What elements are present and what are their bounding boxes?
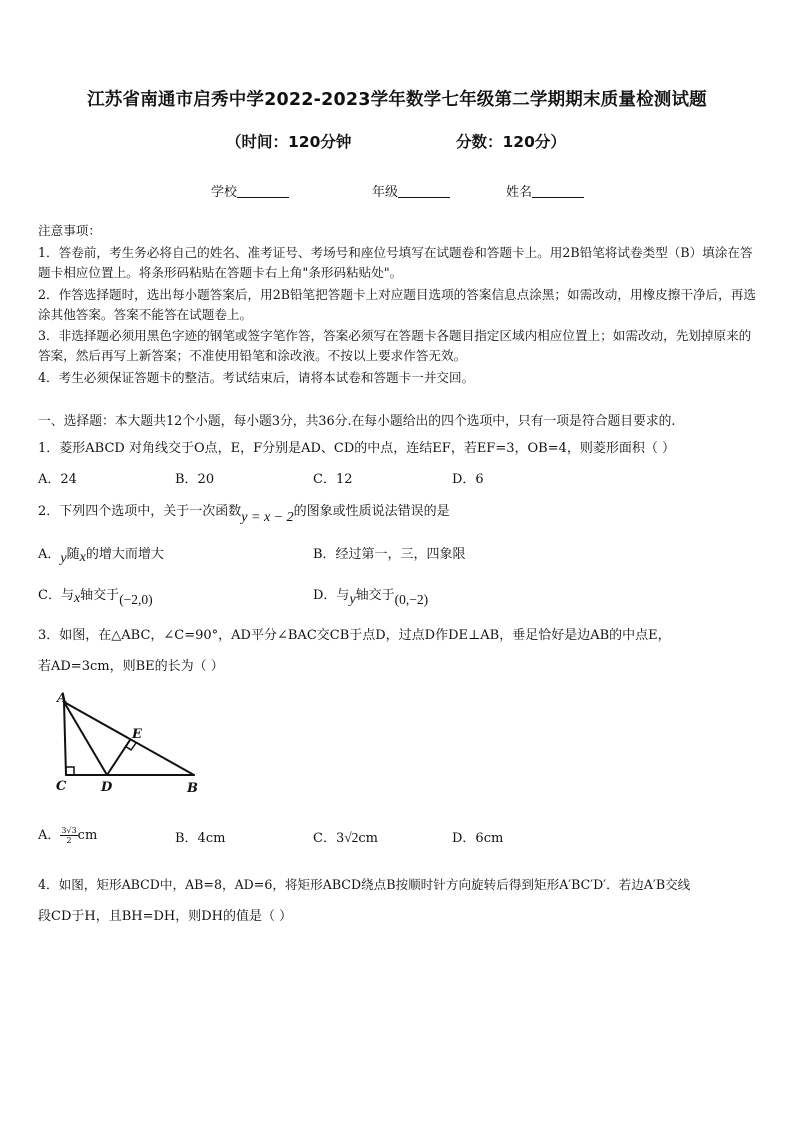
q3-stem-line2: 若AD=3cm，则BE的长为（ ） xyxy=(38,659,224,674)
q1-option-a: A．24 xyxy=(38,472,77,487)
q2-stem-post: 的图象或性质说法错误的是 xyxy=(293,504,450,519)
section-heading: 一、选择题：本大题共12个小题，每小题3分，共36分.在每小题给出的四个选项中，只有一项是符合题目要求的. xyxy=(38,414,676,429)
q2-stem xyxy=(38,500,450,525)
q2-option-d xyxy=(313,584,429,607)
school-label: 学校 xyxy=(211,185,238,200)
q3-a-fraction xyxy=(60,826,77,845)
q1-stem: 1．菱形ABCD 对角线交于O点，E，F分别是AD、CD的中点，连结EF，若EF=3，OB=4，则菱形面积（ ） xyxy=(38,441,675,456)
q3-a-denominator: 2 xyxy=(66,836,72,845)
grade-field xyxy=(372,181,450,200)
name-label: 姓名 xyxy=(506,185,533,200)
q2-a-var-x: x xyxy=(79,550,86,565)
q2-c-mid: 轴交于 xyxy=(80,588,120,603)
exam-time: （时间：120分钟 xyxy=(226,133,352,151)
q3-a-unit: cm xyxy=(77,828,98,843)
q2-option-b: B．经过第一，三，四象限 xyxy=(313,547,466,562)
q2-c-var-x: x xyxy=(73,591,81,606)
q4-stem-line2: 段CD于H，且BH=DH，则DH的值是（ ） xyxy=(38,909,293,924)
notice-item-2: 2．作答选择题时，选出每小题答案后，用2B铅笔把答题卡上对应题目选项的答案信息点涂黑；如需改动，用橡皮擦干净后，再选涂其他答案。答案不能答在试题卷上。 xyxy=(38,287,756,322)
q3-c-radical: √2 xyxy=(344,830,359,845)
q3-c-prefix: C．3 xyxy=(313,831,345,846)
q2-c-prefix: C．与 xyxy=(38,588,74,603)
q3-option-c xyxy=(313,827,378,846)
label-a: A xyxy=(57,691,68,706)
school-field xyxy=(211,181,289,200)
q4-stem-line1: 4．如图，矩形ABCD中，AB=8，AD=6，将矩形ABCD绕点B按顺时针方向旋转后得到矩形A′BC′D′．若边A′B交线 xyxy=(38,877,691,892)
q3-option-a xyxy=(38,824,97,845)
q3-a-numerator: 3√3 xyxy=(61,826,77,835)
q2-function: y = x − 2 xyxy=(241,510,294,525)
exam-score: 分数：120分） xyxy=(456,133,566,151)
notice-item-3: 3．非选择题必须用黑色字迹的钢笔或签字笔作答，答案必须写在答题卡各题目指定区域内相应位置上；如需改动，先划掉原来的答案，然后再写上新答案；不准使用铅笔和涂改液。不按以上要求作答无效。 xyxy=(38,328,752,363)
label-c: C xyxy=(56,779,67,794)
q3-stem-line1: 3．如图，在△ABC，∠C=90°，AD平分∠BAC交CB于点D，过点D作DE⊥AB，垂足恰好是边AB的中点E， xyxy=(38,628,671,643)
q2-a-prefix: A． xyxy=(38,547,61,562)
q3-c-unit: cm xyxy=(358,831,378,846)
q1-option-b: B．20 xyxy=(175,472,215,487)
q2-c-point: (−2,0) xyxy=(119,592,153,607)
q1-option-c: C．12 xyxy=(313,472,353,487)
grade-label: 年级 xyxy=(372,185,399,200)
q2-a-post: 的增大而增大 xyxy=(85,547,164,562)
name-blank xyxy=(532,185,584,198)
q1-option-d: D．6 xyxy=(452,472,484,487)
q2-a-var-y: y xyxy=(60,551,67,566)
q2-d-prefix: D．与 xyxy=(313,588,350,603)
q2-option-c xyxy=(38,584,153,607)
q2-stem-pre: 2．下列四个选项中，关于一次函数 xyxy=(38,504,242,519)
notice-item-4: 4．考生必须保证答题卡的整洁。考试结束后，请将本试卷和答题卡一并交回。 xyxy=(38,370,475,385)
grade-blank xyxy=(398,185,450,198)
notice-heading: 注意事项： xyxy=(38,223,101,238)
segment-ab xyxy=(64,702,194,775)
segment-de xyxy=(107,740,130,775)
q3-a-prefix: A． xyxy=(38,828,61,843)
q2-a-mid: 随 xyxy=(66,547,80,562)
notice-item-1: 1．答卷前，考生务必将自己的姓名、准考证号、考场号和座位号填写在试题卷和答题卡上。用2B铅笔将试卷类型（B）填涂在答题卡相应位置上。将条形码粘贴在答题卡右上角"条形码粘贴处"。 xyxy=(38,245,753,280)
label-b: B xyxy=(187,781,198,796)
exam-title: 江苏省南通市启秀中学2022-2023学年数学七年级第二学期期末质量检测试题 xyxy=(87,90,707,110)
q2-d-mid: 轴交于 xyxy=(355,588,395,603)
q2-option-a xyxy=(38,543,164,566)
q2-d-point: (0,−2) xyxy=(394,592,429,607)
right-angle-c-icon xyxy=(66,767,74,775)
segment-ac xyxy=(64,702,66,775)
school-blank xyxy=(237,185,289,198)
name-field xyxy=(506,181,584,200)
label-d: D xyxy=(101,780,113,795)
q3-option-d: D．6cm xyxy=(452,831,504,846)
label-e: E xyxy=(132,727,142,742)
q3-option-b: B．4cm xyxy=(175,831,226,846)
q2-d-var-y: y xyxy=(349,592,356,607)
q3-figure xyxy=(50,688,210,798)
